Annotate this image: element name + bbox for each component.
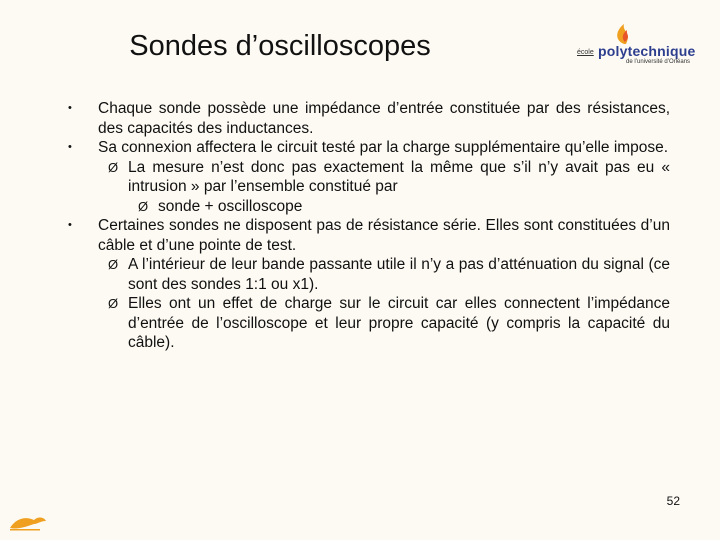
university-logo-icon: [8, 512, 48, 532]
bullet-text: Chaque sonde possède une impédance d’entrée constituée par des résistances, des capacités des inductances.: [98, 100, 670, 137]
arrow-icon: Ø: [138, 198, 149, 214]
bullet-text: Sa connexion affectera le circuit testé par la charge supplémentaire qu’elle impose.: [98, 139, 669, 156]
sub-bullet-text: A l’intérieur de leur bande passante utile il n’y a pas d’atténuation du signal (ce sont des sondes 1:1 ou x1).: [128, 256, 670, 293]
slide-title: Sondes d’oscilloscopes: [129, 30, 431, 62]
sub-bullet-text: Elles ont un effet de charge sur le circuit car elles connectent l’impédance d’entrée de l’oscilloscope et leur propre capacité (y compris la capacité du câble).: [128, 295, 670, 351]
sub-bullet-item: [58, 294, 670, 353]
bullet-item: [58, 99, 670, 138]
logo-name-text: polytechnique: [598, 43, 696, 59]
bullet-icon: •: [68, 141, 72, 153]
logo-university-text: de l’université d’Orléans: [626, 59, 691, 65]
bullet-icon: •: [68, 219, 72, 231]
sub-bullet-item: [58, 255, 670, 294]
bullet-item: [58, 138, 670, 158]
arrow-icon: Ø: [108, 296, 119, 311]
sub-bullet-text: La mesure n’est donc pas exactement la même que s’il n’y avait pas eu « intrusion » par l’ensemble constitué par: [128, 158, 670, 195]
page-number: 52: [666, 494, 680, 508]
bullet-icon: •: [68, 102, 72, 114]
logo-ecole-text: école: [577, 49, 594, 56]
sub-bullet-item: [58, 158, 670, 197]
sub-sub-bullet-item: [58, 197, 670, 217]
slide-content: [58, 99, 670, 353]
polytechnique-logo: [574, 22, 694, 72]
sub-sub-bullet-text: sonde + oscilloscope: [158, 197, 303, 215]
arrow-icon: Ø: [108, 257, 119, 272]
arrow-icon: Ø: [108, 159, 119, 175]
bullet-item: [58, 216, 670, 255]
bullet-text: Certaines sondes ne disposent pas de résistance série. Elles sont constituées d’un câble et d’une pointe de test.: [98, 217, 670, 254]
